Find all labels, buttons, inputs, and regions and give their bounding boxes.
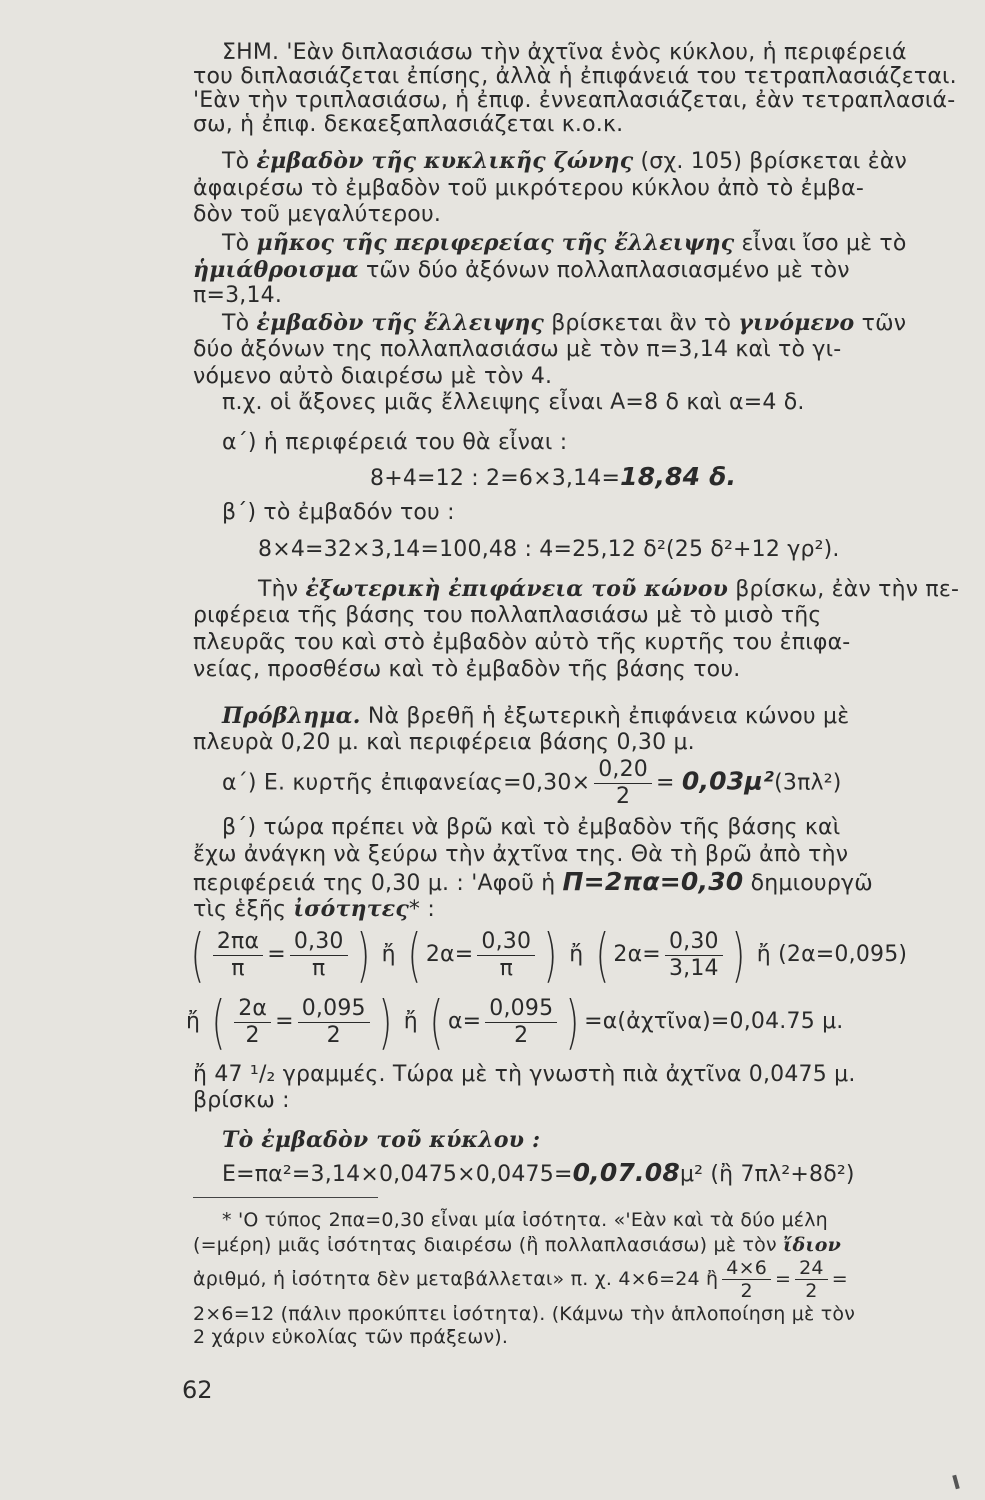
paren-close: ) <box>356 921 370 989</box>
eq1-result: 0,03μ² <box>681 766 775 796</box>
tail-eq-c: μ² (ἢ 7πλ²+8δ²) <box>679 1162 855 1187</box>
eq1-equals: = <box>656 770 675 796</box>
tail-line-1: ἤ 47 ¹/₂ γραμμές. Τώρα μὲ τὴ γνωστὴ πιὰ ἀχτῖνα 0,0475 μ. <box>193 1062 856 1087</box>
math-row-1 <box>186 921 908 989</box>
p3-line-2: δύο ἀξόνων της πολλαπλασιάσω μὲ τὸν π=3,14 καὶ τὸ γι- <box>193 337 842 362</box>
p4-term: ἐξωτερικὴ ἐπιφάνεια τοῦ κώνου <box>305 576 729 602</box>
footnote-line-4: 2×6=12 (πάλιν προκύπτει ἰσότητα). (Κάμνω τὴν ἁπλοποίηση μὲ τὸν <box>193 1303 856 1325</box>
r2-f1-den: 2 <box>245 1022 260 1048</box>
problem-line-4: β΄) τώρα πρέπει νὰ βρῶ καὶ τὸ ἐμβαδὸν τῆς βάσης καὶ <box>222 815 841 840</box>
p1-line-3: δὸν τοῦ μεγαλύτερου. <box>193 202 442 227</box>
paren-close: ) <box>378 988 392 1056</box>
eq1-numerator: 0,20 <box>594 757 652 784</box>
p3-line-1 <box>222 310 906 337</box>
r1-f3-num: 0,30 <box>477 929 535 956</box>
paren-open: ( <box>595 921 609 989</box>
r2-f3-den: 2 <box>514 1022 529 1048</box>
note-line-2: του διπλασιάζεται ἐπίσης, ἀλλὰ ἡ ἐπιφάνειά του τετραπλασιάζεται. <box>193 64 957 89</box>
p4-line-4: νείας, προσθέσω καὶ τὸ ἐμβαδὸν τῆς βάσης του. <box>193 657 741 682</box>
p1-line-1 <box>222 148 907 175</box>
r1-f2-num: 0,30 <box>290 929 348 956</box>
p3-line-6 <box>370 464 736 492</box>
fn-f2-num: 24 <box>795 1257 828 1280</box>
p2-line-2 <box>193 257 850 284</box>
p1-line-2: ἀφαιρέσω τὸ ἐμβαδὸν τοῦ μικρότερου κύκλου ἀπὸ τὸ ἐμβα- <box>193 176 864 201</box>
paren-close: ) <box>543 921 558 989</box>
problem-text-6c: δημιουργῶ <box>743 871 873 896</box>
eq1-note: (3πλ²) <box>774 770 842 796</box>
r1-f2-den: π <box>312 955 326 981</box>
tail-eq-a: Ε=πα²=3,14×0,0475×0,0475= <box>222 1162 573 1187</box>
r2-text-b: α= <box>447 1009 482 1034</box>
fn-equals-1: = <box>774 1268 792 1290</box>
r1-end: ἤ (2α=0,095) <box>756 942 908 967</box>
r2-f3-num: 0,095 <box>485 996 557 1023</box>
r1-f3-den: π <box>499 955 514 981</box>
fn-f1-num: 4×6 <box>722 1257 771 1280</box>
r1-f1-num: 2πα <box>213 929 263 956</box>
r1-fraction-3 <box>477 929 535 982</box>
tail-heading: Τὸ ἐμβαδὸν τοῦ κύκλου : <box>222 1127 541 1153</box>
problem-formula: Π=2πα=0,30 <box>562 867 744 896</box>
problem-term: ἰσότητες <box>293 896 409 922</box>
r2-fraction-3 <box>485 996 557 1049</box>
r1-fraction-4 <box>665 929 723 982</box>
scan-speck <box>952 1475 959 1490</box>
eq1-fraction <box>594 757 652 810</box>
problem-line-2: πλευρὰ 0,20 μ. καὶ περιφέρεια βάσης 0,30 μ. <box>193 730 695 755</box>
problem-text-6a: περιφέρειά της 0,30 μ. : 'Αφοῦ ἡ <box>193 871 563 896</box>
p4-line-1 <box>258 576 959 603</box>
p4-line-2: ριφέρεια τῆς βάσης του πολλαπλασιάσω μὲ τὸ μισὸ τῆς <box>193 603 822 628</box>
r1-text-c: 2α= <box>613 942 661 967</box>
p3-text-c: βρίσκεται ἂν τὸ <box>544 311 739 336</box>
p1-text-a: Τὸ <box>222 149 257 174</box>
problem-line-6 <box>193 869 873 897</box>
p3-term: ἐμβαδὸν τῆς ἔλλειψης <box>256 310 544 336</box>
r1-f1-den: π <box>231 955 245 981</box>
p3-line-4: π.χ. οἱ ἄξονες μιᾶς ἔλλειψης εἶναι Α=8 δ καὶ α=4 δ. <box>222 390 805 415</box>
paren-close: ) <box>731 921 746 989</box>
r1-or-1: ἤ <box>381 942 396 967</box>
r2-or-2: ἤ <box>403 1009 418 1034</box>
eq1-denominator: 2 <box>616 784 631 809</box>
footnote-fraction-1 <box>722 1257 771 1302</box>
r2-fraction-2 <box>298 996 370 1049</box>
problem-text-a: Νὰ βρεθῆ ἡ ἐξωτερικὴ ἐπιφάνεια κώνου μὲ <box>360 704 850 729</box>
p3-term-2: γινόμενο <box>738 310 855 336</box>
problem-line-1 <box>222 703 849 730</box>
r1-or-2: ἤ <box>569 942 584 967</box>
r2-equals: = <box>275 1009 294 1034</box>
r2-f2-num: 0,095 <box>298 996 370 1023</box>
footnote-rule <box>193 1197 378 1198</box>
tail-eq-result: 0,07.08 <box>572 1158 680 1187</box>
r1-text-b: 2α= <box>425 942 474 967</box>
note-line-3: 'Εὰν τὴν τριπλασιάσω, ἡ ἐπιφ. ἐννεαπλασιάζεται, ἐὰν τετραπλασιά- <box>193 88 956 113</box>
tail-equation <box>222 1160 855 1188</box>
problem-text-7c: * : <box>408 897 435 922</box>
paren-open: ( <box>190 921 205 989</box>
p3-calc-a: 8+4=12 : 2=6×3,14= <box>370 466 621 491</box>
footnote-line-5: 2 χάριν εὐκολίας τῶν πράξεων). <box>193 1326 509 1348</box>
r1-fraction-2 <box>290 929 348 982</box>
math-row-2 <box>186 988 844 1056</box>
problem-label: Πρόβλημα. <box>222 703 361 729</box>
fn-equals-2: = <box>831 1268 848 1290</box>
p3-line-5: α΄) ἡ περιφέρειά του θὰ εἶναι : <box>222 430 568 455</box>
p3-line-7: β΄) τὸ ἐμβαδόν του : <box>222 500 455 525</box>
problem-line-7 <box>193 896 435 923</box>
p3-text-a: Τὸ <box>222 311 257 336</box>
fn-f1-den: 2 <box>740 1280 753 1302</box>
problem-text-7a: τὶς ἑξῆς <box>193 897 294 922</box>
footnote-text-3a: ἀριθμό, ἡ ἰσότητα δὲν μεταβάλλεται» π. χ. 4×6=24 ἢ <box>193 1268 719 1290</box>
p3-line-8: 8×4=32×3,14=100,48 : 4=25,12 δ²(25 δ²+12 γρ²). <box>258 537 840 562</box>
eq1-text-a: α΄) Ε. κυρτῆς ἐπιφανείας=0,30× <box>222 770 591 796</box>
r1-equals-1: = <box>267 942 286 967</box>
paren-close: ) <box>565 988 580 1056</box>
p1-term: ἐμβαδὸν τῆς κυκλικῆς ζώνης <box>256 148 634 174</box>
r2-f2-den: 2 <box>326 1022 341 1048</box>
p4-line-3: πλευρᾶς του καὶ στὸ ἐμβαδὸν αὐτὸ τῆς κυρτῆς του ἐπιφα- <box>193 630 851 655</box>
r1-fraction-1 <box>213 929 263 982</box>
p3-line-3: νόμενο αὐτὸ διαιρέσω μὲ τὸν 4. <box>193 364 553 389</box>
r2-fraction-1 <box>234 996 271 1049</box>
p1-text-c: (σχ. 105) βρίσκεται ἐὰν <box>633 149 908 174</box>
p4-text-c: βρίσκω, ἐὰν τὴν πε- <box>728 577 960 602</box>
p2-text-c: εἶναι ἴσο μὲ τὸ <box>734 231 907 256</box>
footnote-fraction-2 <box>795 1257 828 1302</box>
paren-open: ( <box>429 988 444 1056</box>
p2-term-2: ἡμιάθροισμα <box>193 257 359 283</box>
footnote-text-2a: (=μέρη) μιᾶς ἰσότητας διαιρέσω (ἢ πολλαπλασιάσω) μὲ τὸν <box>193 1234 784 1256</box>
fn-f2-den: 2 <box>805 1280 818 1302</box>
paren-open: ( <box>407 921 422 989</box>
problem-equation-1 <box>222 757 842 810</box>
p3-text-e: τῶν <box>854 311 907 336</box>
tail-line-2: βρίσκω : <box>193 1088 290 1113</box>
r1-f4-num: 0,30 <box>665 929 723 956</box>
r2-end: =α(ἀχτῖνα)=0,04.75 μ. <box>584 1009 844 1034</box>
r2-f1-num: 2α <box>234 996 271 1023</box>
problem-line-5: ἔχω ἀνάγκη νὰ ξεύρω τὴν ἀχτῖνα της. Θὰ τὴ βρῶ ἀπὸ τὴν <box>193 842 849 867</box>
note-line-4: σω, ἡ ἐπιφ. δεκαεξαπλασιάζεται κ.ο.κ. <box>193 112 624 137</box>
p2-line-3: π=3,14. <box>193 283 283 308</box>
p4-text-a: Τὴν <box>258 577 306 602</box>
r1-f4-den: 3,14 <box>668 955 719 981</box>
p2-line-1 <box>222 230 907 257</box>
p2-term: μῆκος τῆς περιφερείας τῆς ἔλλειψης <box>256 230 735 256</box>
p2-text-a: Τὸ <box>222 231 257 256</box>
page-number: 62 <box>182 1376 213 1404</box>
footnote-line-1: * 'Ο τύπος 2πα=0,30 εἶναι μία ἰσότητα. «'Εὰν καὶ τὰ δύο μέλη <box>222 1209 828 1231</box>
paren-open: ( <box>211 988 226 1056</box>
p2-text-e: τῶν δύο ἀξόνων πολλαπλασιασμένο μὲ τὸν <box>358 258 850 283</box>
r2-or: ἤ <box>186 1009 201 1034</box>
p3-result: 18,84 δ. <box>620 462 737 491</box>
footnote-line-3 <box>193 1254 848 1304</box>
footnote-term: ἴδιον <box>783 1234 841 1256</box>
note-line-1: ΣΗΜ. 'Εὰν διπλασιάσω τὴν ἀχτῖνα ἑνὸς κύκλου, ἡ περιφέρειά <box>222 40 907 65</box>
